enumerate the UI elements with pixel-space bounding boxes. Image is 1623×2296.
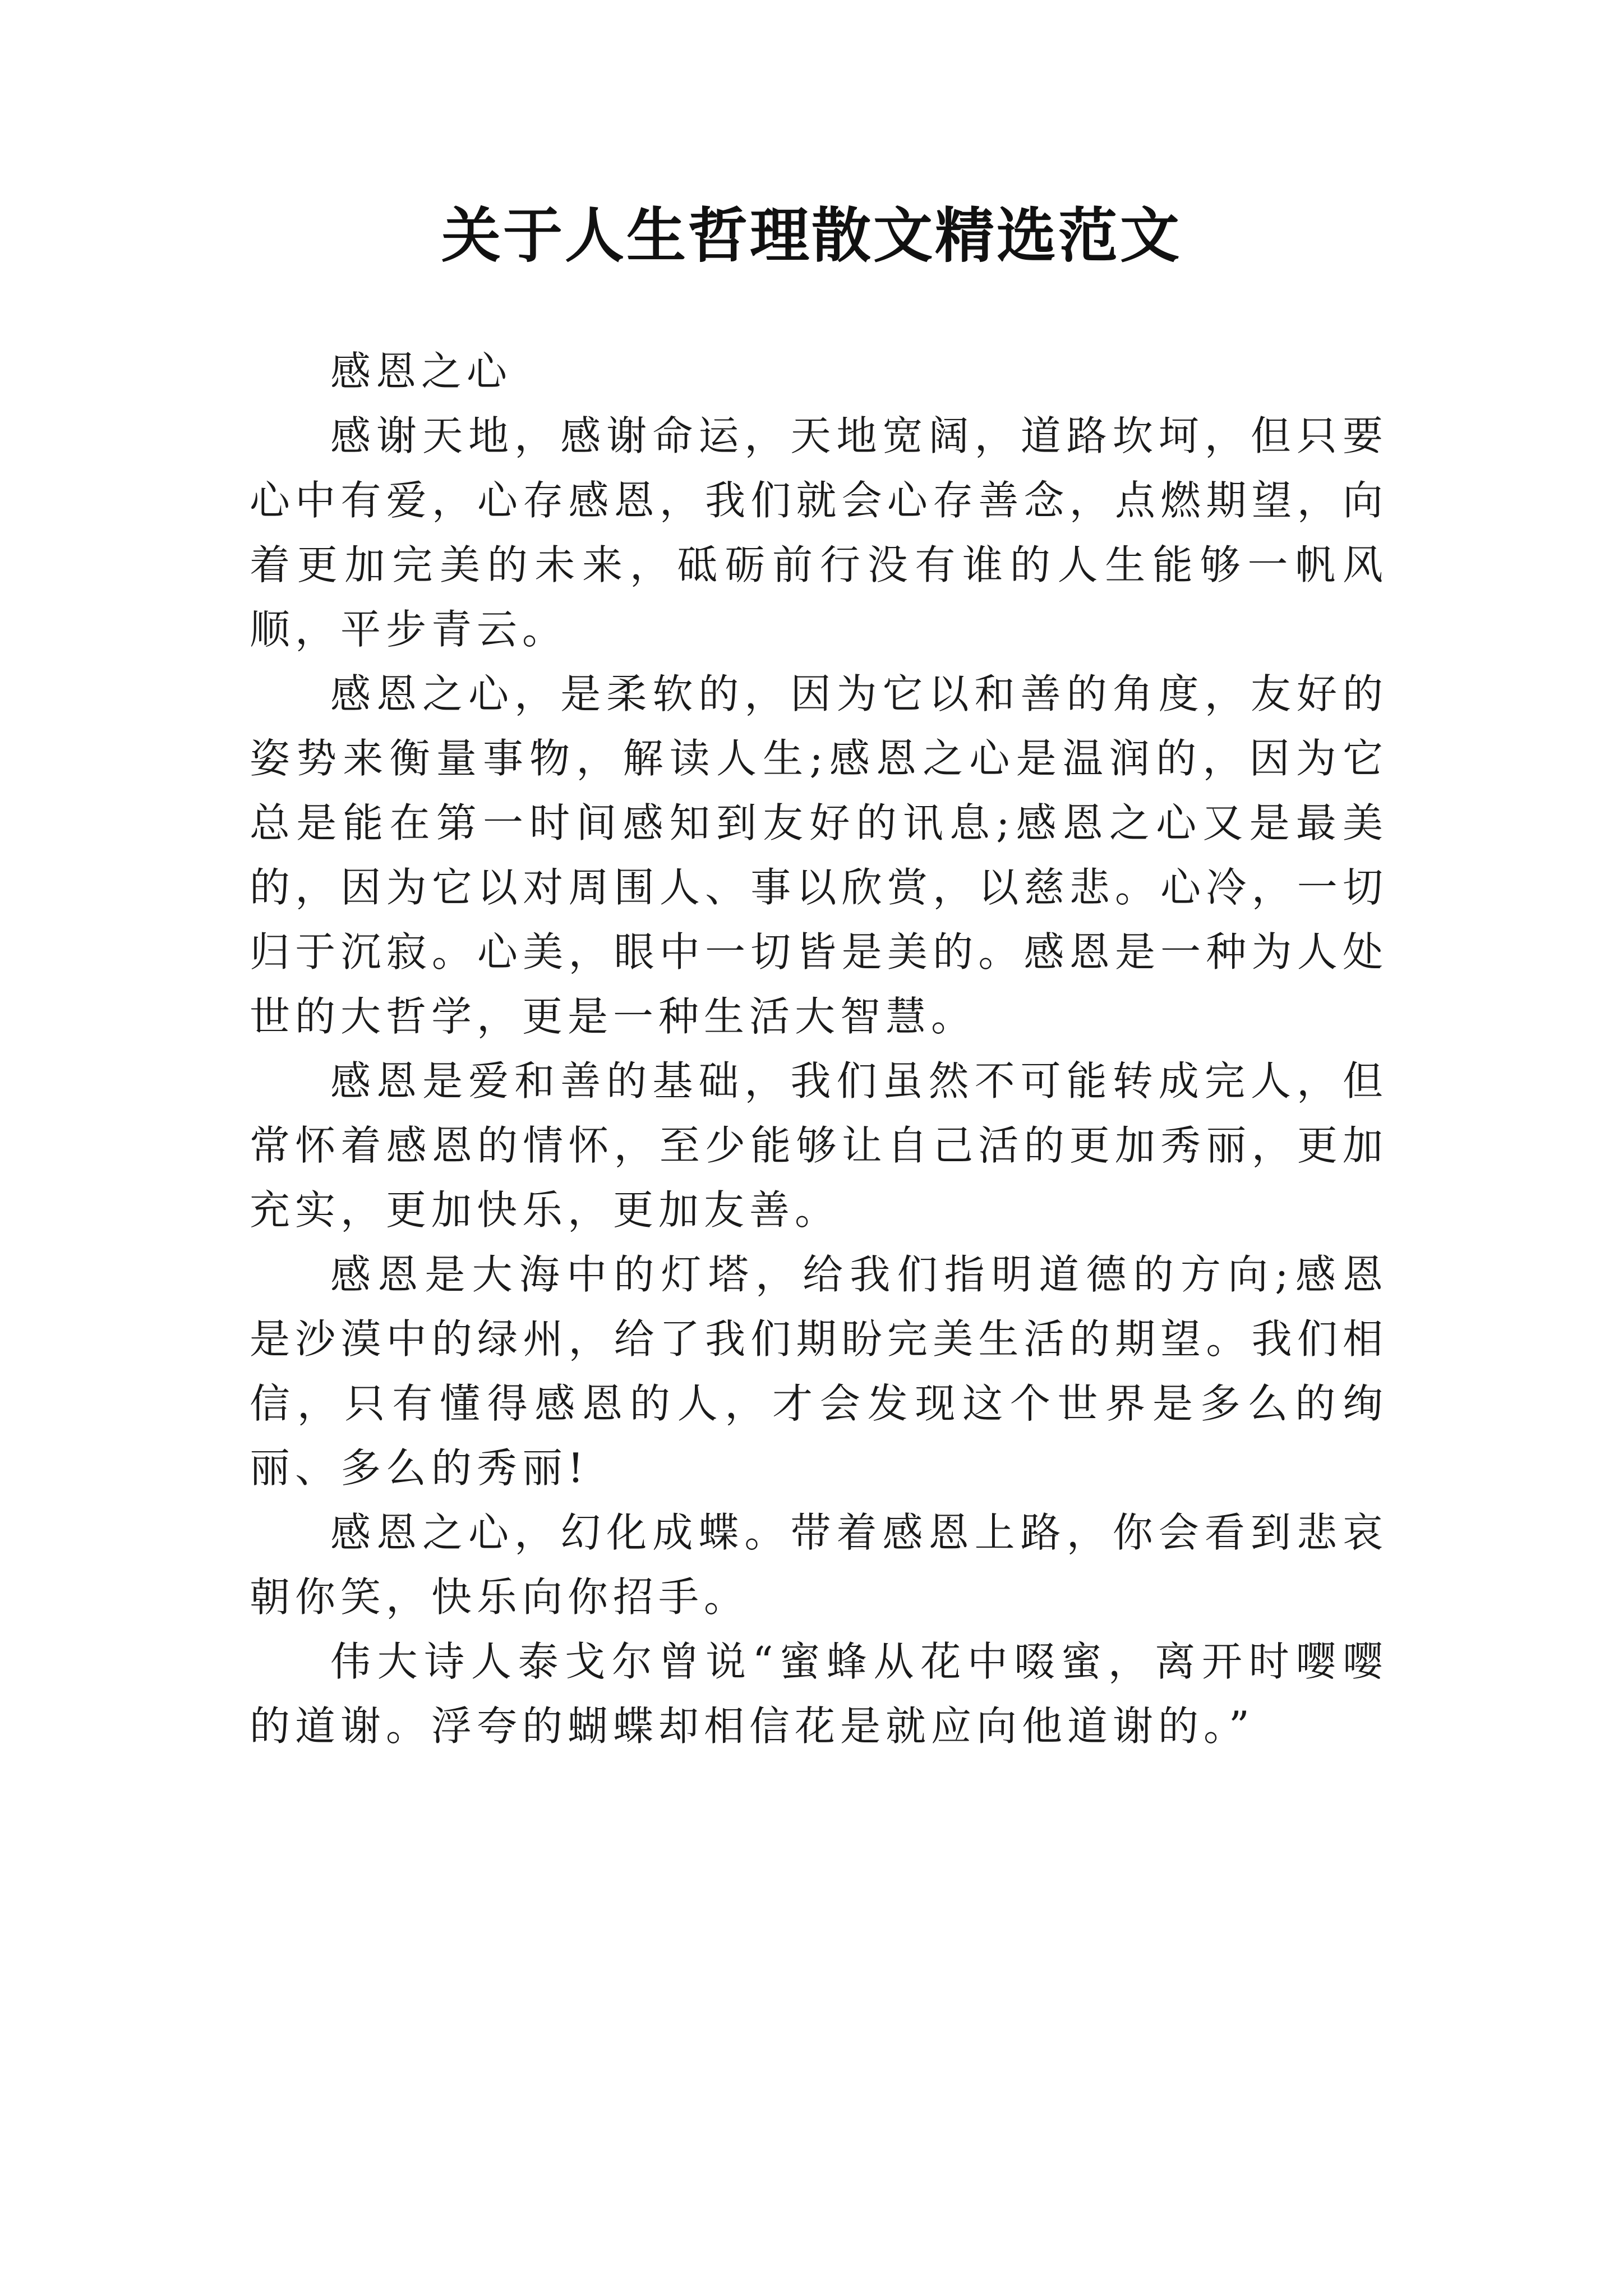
paragraph: 伟大诗人泰戈尔曾说“蜜蜂从花中啜蜜，离开时嘤嘤的道谢。浮夸的蝴蝶却相信花是就应向他道谢的。” — [250, 1638, 1388, 1750]
document-title: 关于人生哲理散文精选范文 — [441, 200, 1182, 270]
document-body — [250, 339, 1388, 1759]
paragraph-heading: 感恩之心 — [330, 348, 513, 395]
paragraph: 感谢天地，感谢命运，天地宽阔，道路坎坷，但只要心中有爱，心存感恩，我们就会心存善念，点燃期望，向着更加完美的未来，砥砺前行没有谁的人生能够一帆风顺，平步青云。 — [250, 412, 1388, 653]
paragraph: 感恩是爱和善的基础，我们虽然不可能转成完人，但常怀着感恩的情怀，至少能够让自己活的更加秀丽，更加充实，更加快乐，更加友善。 — [250, 1057, 1388, 1234]
paragraph: 感恩之心，是柔软的，因为它以和善的角度，友好的姿势来衡量事物，解读人生;感恩之心是温润的，因为它总是能在第一时间感知到友好的讯息;感恩之心又是最美的，因为它以对周围人、事以欣赏，以慈悲。心冷，一切归于沉寂。心美，眼中一切皆是美的。感恩是一种为人处世的大哲学，更是一种生活大智慧。 — [250, 670, 1388, 1040]
paragraph: 感恩是大海中的灯塔，给我们指明道德的方向;感恩是沙漠中的绿州，给了我们期盼完美生活的期望。我们相信，只有懂得感恩的人，才会发现这个世界是多么的绚丽、多么的秀丽! — [250, 1251, 1388, 1492]
paragraph: 感恩之心，幻化成蝶。带着感恩上路，你会看到悲哀朝你笑，快乐向你招手。 — [250, 1509, 1388, 1621]
